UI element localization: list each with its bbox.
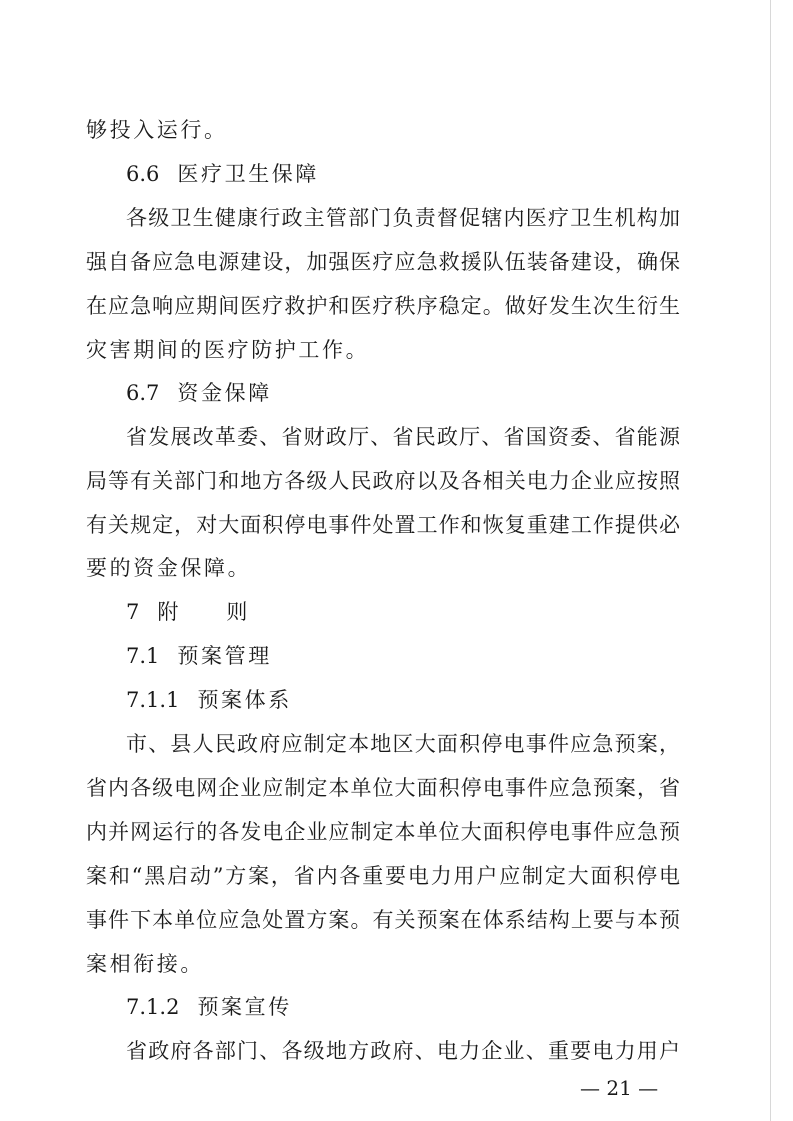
section-number: 7.1 [126,644,160,668]
body-text-line: 强自备应急电源建设，加强医疗应急救援队伍装备建设，确保 [86,250,680,274]
page-number: — 21 — [580,1076,659,1100]
section-heading-6-7 [126,379,272,407]
section-heading-6-6 [126,160,319,188]
body-text-line: 案相衔接。 [86,952,204,976]
body-text-line: 灾害期间的医疗防护工作。 [86,338,370,362]
section-number: 6.6 [126,162,160,186]
body-text-line: 够投入运行。 [86,118,228,142]
body-text-line: 事件下本单位应急处置方案。有关预案在体系结构上要与本预 [86,908,680,932]
section-title: 预案宣传 [197,995,292,1019]
section-number: 7.1.2 [126,995,180,1019]
body-text-line: 省政府各部门、各级地方政府、电力企业、重要电力用户 [126,1039,680,1063]
body-text-line: 省内各级电网企业应制定本单位大面积停电事件应急预案，省 [86,776,680,800]
body-text-line: 市、县人民政府应制定本地区大面积停电事件应急预案， [126,732,680,756]
section-heading-7-1-2 [126,993,292,1021]
section-title: 预案体系 [197,688,292,712]
body-text-line: 有关规定，对大面积停电事件处置工作和恢复重建工作提供必 [86,513,680,537]
body-text-line: 内并网运行的各发电企业应制定本单位大面积停电事件应急预 [86,820,680,844]
section-title: 资金保障 [177,381,272,405]
body-text-line: 省发展改革委、省财政厅、省民政厅、省国资委、省能源 [126,425,680,449]
page-edge [770,0,771,1121]
section-heading-7-1 [126,642,272,670]
body-text-line: 在应急响应期间医疗救护和医疗秩序稳定。做好发生次生衍生 [86,294,680,318]
chapter-number: 7 [126,600,140,624]
chapter-title: 附 则 [157,600,250,624]
section-number: 7.1.1 [126,688,180,712]
body-text-line: 要的资金保障。 [86,556,252,580]
body-text-line: 案和“黑启动”方案，省内各重要电力用户应制定大面积停电 [86,864,680,888]
body-text-line: 各级卫生健康行政主管部门负责督促辖内医疗卫生机构加 [126,206,680,230]
body-text-line: 局等有关部门和地方各级人民政府以及各相关电力企业应按照 [86,469,680,493]
chapter-heading-7 [126,598,249,626]
section-heading-7-1-1 [126,686,292,714]
section-number: 6.7 [126,381,160,405]
section-title: 预案管理 [177,644,272,668]
section-title: 医疗卫生保障 [177,162,320,186]
